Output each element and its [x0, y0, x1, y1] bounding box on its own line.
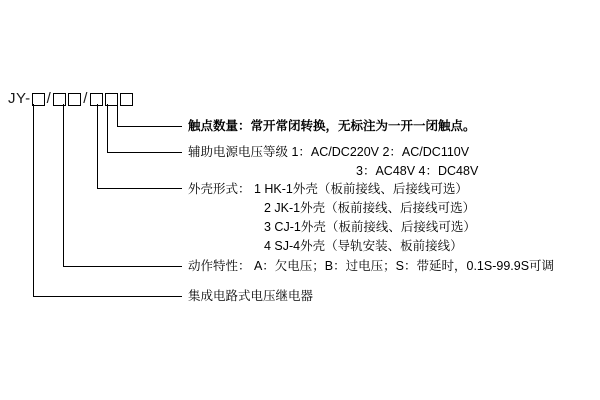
callout-shell-form-row-2: 2 JK-1外壳（板前接线、后接线可选） — [264, 201, 476, 215]
callout-shell-form-row-3: 3 CJ-1外壳（板前接线、后接线可选） — [264, 220, 476, 234]
callout-aux-voltage — [188, 143, 478, 181]
code-box-3 — [68, 93, 81, 106]
callout-product-name-label: 集成电路式电压继电器 — [188, 289, 314, 303]
model-code — [8, 90, 134, 108]
model-prefix: JY- — [8, 90, 31, 107]
leader-arm-action-characteristic — [63, 266, 182, 267]
callout-aux-voltage-label-2: 3：AC48V 4：DC48V — [356, 164, 479, 178]
model-slash-2: / — [83, 90, 88, 107]
leader-stem-shell-form — [97, 104, 98, 188]
leader-arm-aux-voltage — [107, 152, 182, 153]
callout-shell-form — [188, 180, 476, 256]
callout-product-name — [188, 287, 313, 306]
leader-arm-contact-count — [117, 126, 182, 127]
code-box-2 — [53, 93, 66, 106]
code-box-6 — [120, 93, 133, 106]
callout-action-characteristic-label: 动作特性： A：欠电压；B：过电压；S：带延时，0.1S-99.9S可调 — [188, 259, 555, 273]
callout-shell-form-row-4: 4 SJ-4外壳（导轨安装、板前接线） — [264, 239, 463, 253]
leader-stem-aux-voltage — [107, 104, 108, 152]
callout-contact-count-label: 触点数量：常开常闭转换，无标注为一开一闭触点。 — [188, 119, 476, 133]
callout-shell-form-label: 外壳形式： 1 HK-1外壳（板前接线、后接线可选） — [188, 182, 468, 196]
model-slash-1: / — [46, 90, 52, 107]
callout-action-characteristic — [188, 257, 554, 276]
callout-aux-voltage-label: 辅助电源电压等级 1：AC/DC220V 2：AC/DC110V — [188, 145, 470, 159]
leader-arm-product-name — [33, 296, 182, 297]
leader-stem-action-characteristic — [63, 104, 64, 266]
leader-stem-contact-count — [117, 104, 118, 126]
leader-arm-shell-form — [97, 188, 182, 189]
leader-stem-product-name — [33, 104, 34, 296]
callout-contact-count — [188, 117, 476, 136]
